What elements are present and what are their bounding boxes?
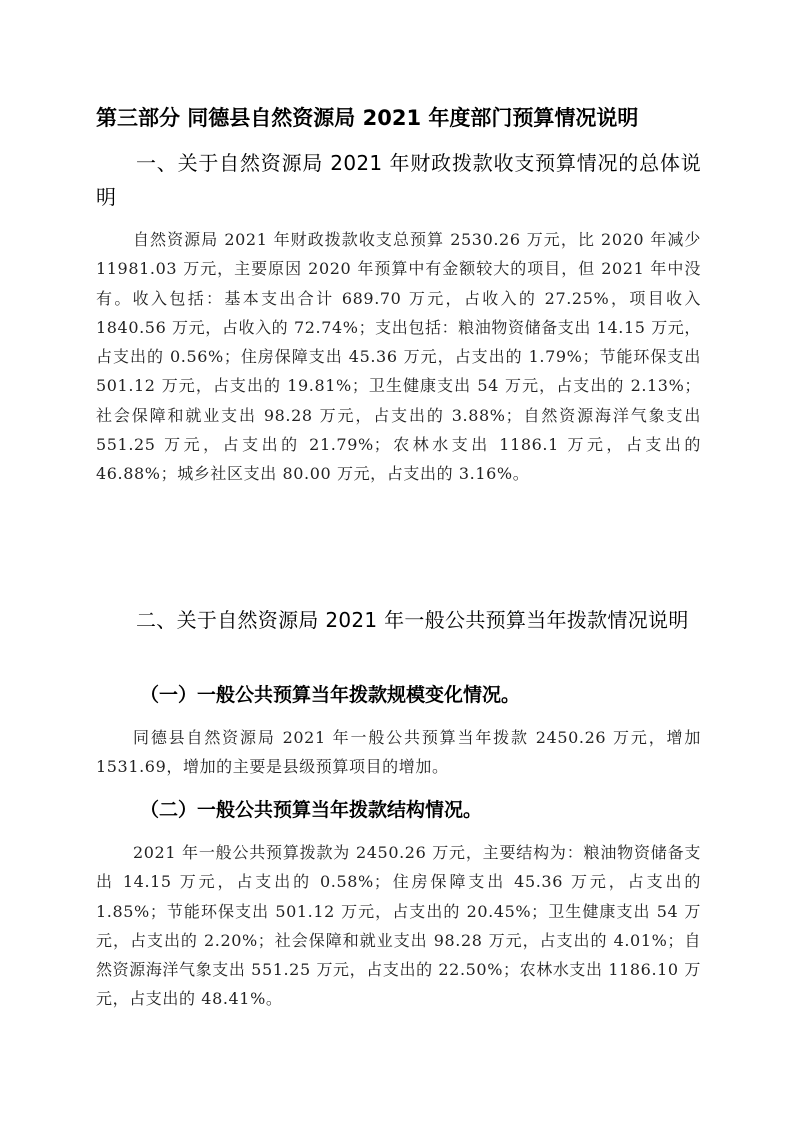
section2-heading: 二、关于自然资源局 2021 年一般公共预算当年拨款情况说明 [136, 608, 689, 632]
section2-sub2-paragraph: 2021 年一般公共预算拨款为 2450.26 万元，主要结构为：粮油物资储备支出 14.15 万元，占支出的 0.58%；住房保障支出 45.36 万元，占支出的 1.85%；节能环保支出 501.12 万元，占支出的 20.45%；卫生健康支出 54 万元，占支出的 2.20%；社会保障和就业支出 98.28 万元，占支出的 4.01%；自然资源海洋气象支出 551.25 万元，占支出的 22.50%；农林水支出 1186.10 万元，占支出的 48.41%。 [96, 843, 701, 1009]
section2-sub2-heading: （二）一般公共预算当年拨款结构情况。 [140, 799, 483, 821]
section2-sub1-paragraph: 同德县自然资源局 2021 年一般公共预算当年拨款 2450.26 万元，增加 1531.69，增加的主要是县级预算项目的增加。 [96, 728, 701, 777]
section1-heading: 一、关于自然资源局 2021 年财政拨款收支预算情况的总体说明 [96, 151, 701, 209]
section1-paragraph: 自然资源局 2021 年财政拨款收支总预算 2530.26 万元，比 2020 年减少 11981.03 万元，主要原因 2020 年预算中有金额较大的项目，但 2021 年中没有。收入包括：基本支出合计 689.70 万元，占收入的 27.25%，项目收入 1840.56 万元，占收入的 72.74%；支出包括：粮油物资储备支出 14.15 万元，占支出的 0.56%；住房保障支出 45.36 万元，占支出的 1.79%；节能环保支出 501.12 万元，占支出的 19.81%；卫生健康支出 54 万元，占支出的 2.13%；社会保障和就业支出 98.28 万元，占支出的 3.88%；自然资源海洋气象支出 551.25 万元，占支出的 21.79%；农林水支出 1186.1 万元，占支出的 46.88%；城乡社区支出 80.00 万元，占支出的 3.16%。 [96, 230, 701, 484]
section2-sub1-heading: （一）一般公共预算当年拨款规模变化情况。 [140, 684, 521, 706]
document-title: 第三部分 同德县自然资源局 2021 年度部门预算情况说明 [96, 106, 639, 130]
